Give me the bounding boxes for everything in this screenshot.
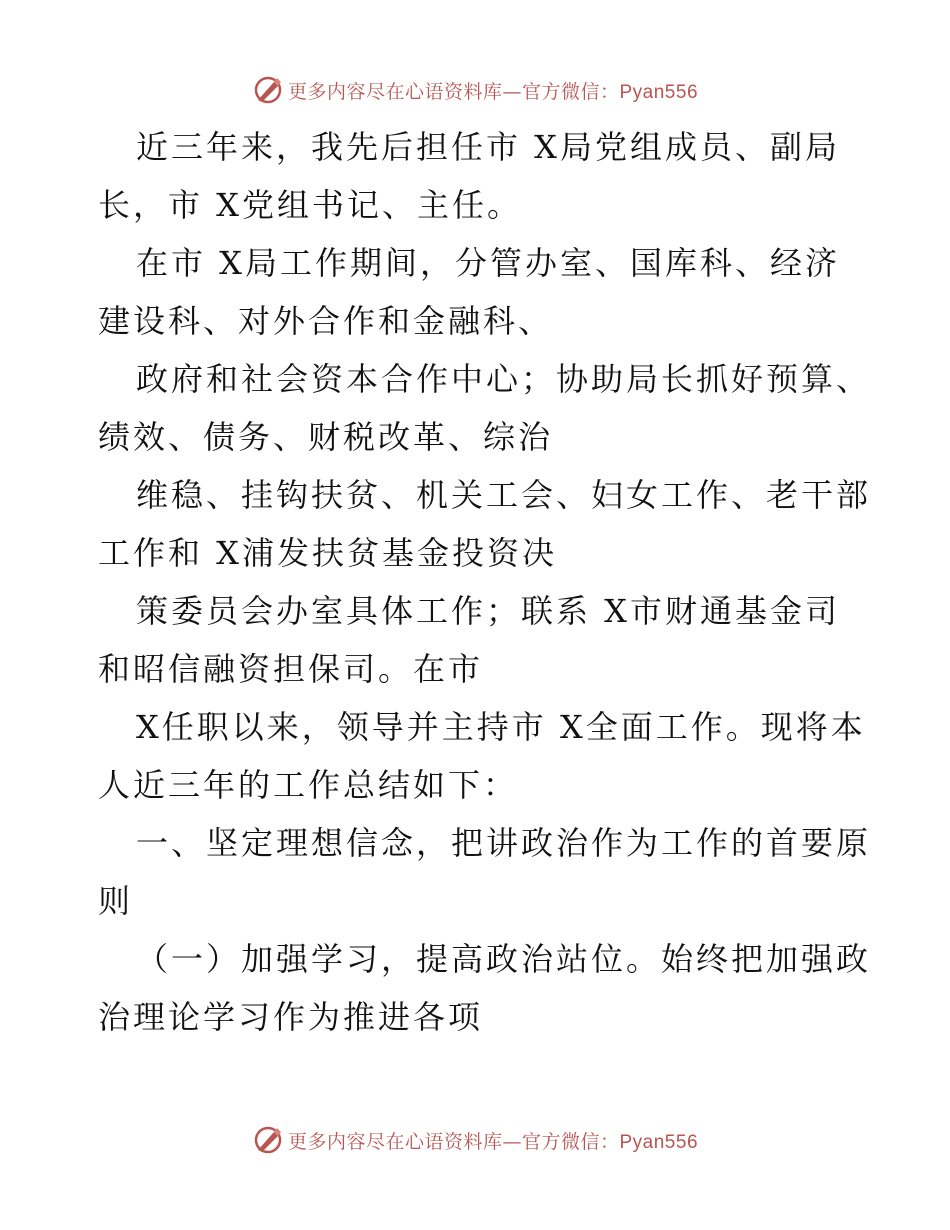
watermark-banner-bottom	[0, 1120, 950, 1160]
section-heading-continued: 则	[98, 882, 134, 920]
watermark-text: 更多内容尽在心语资料库—官方微信：Pyan556	[287, 80, 699, 103]
paragraph-line: 维稳、挂钩扶贫、机关工会、妇女工作、老干部	[136, 476, 872, 514]
paragraph-line: 近三年来，我先后担任市 X局党组成员、副局	[136, 128, 840, 166]
subsection-heading: （一）加强学习，提高政治站位。始终把加强政	[136, 940, 872, 978]
section-heading: 一、坚定理想信念，把讲政治作为工作的首要原	[136, 824, 872, 862]
paragraph-line: 在市 X局工作期间，分管办室、国库科、经济	[136, 244, 840, 282]
paragraph-line: 治理论学习作为推进各项	[98, 998, 484, 1036]
paragraph-line: 工作和 X浦发扶贫基金投资决	[98, 534, 557, 572]
paragraph-line: 长，市 X党组书记、主任。	[98, 186, 522, 224]
paragraph-line: 绩效、债务、财税改革、综治	[98, 418, 554, 456]
pen-logo-icon	[252, 1124, 284, 1156]
paragraph-line: 和昭信融资担保司。在市	[98, 650, 484, 688]
paragraph-line: 策委员会办室具体工作；联系 X市财通基金司	[136, 592, 840, 630]
watermark-text: 更多内容尽在心语资料库—官方微信：Pyan556	[287, 1130, 699, 1153]
paragraph-line: 建设科、对外合作和金融科、	[98, 302, 554, 340]
paragraph-line: X任职以来，领导并主持市 X全面工作。现将本	[136, 708, 866, 746]
paragraph-line: 政府和社会资本合作中心；协助局长抓好预算、	[136, 360, 872, 398]
paragraph-line: 人近三年的工作总结如下：	[98, 766, 519, 804]
